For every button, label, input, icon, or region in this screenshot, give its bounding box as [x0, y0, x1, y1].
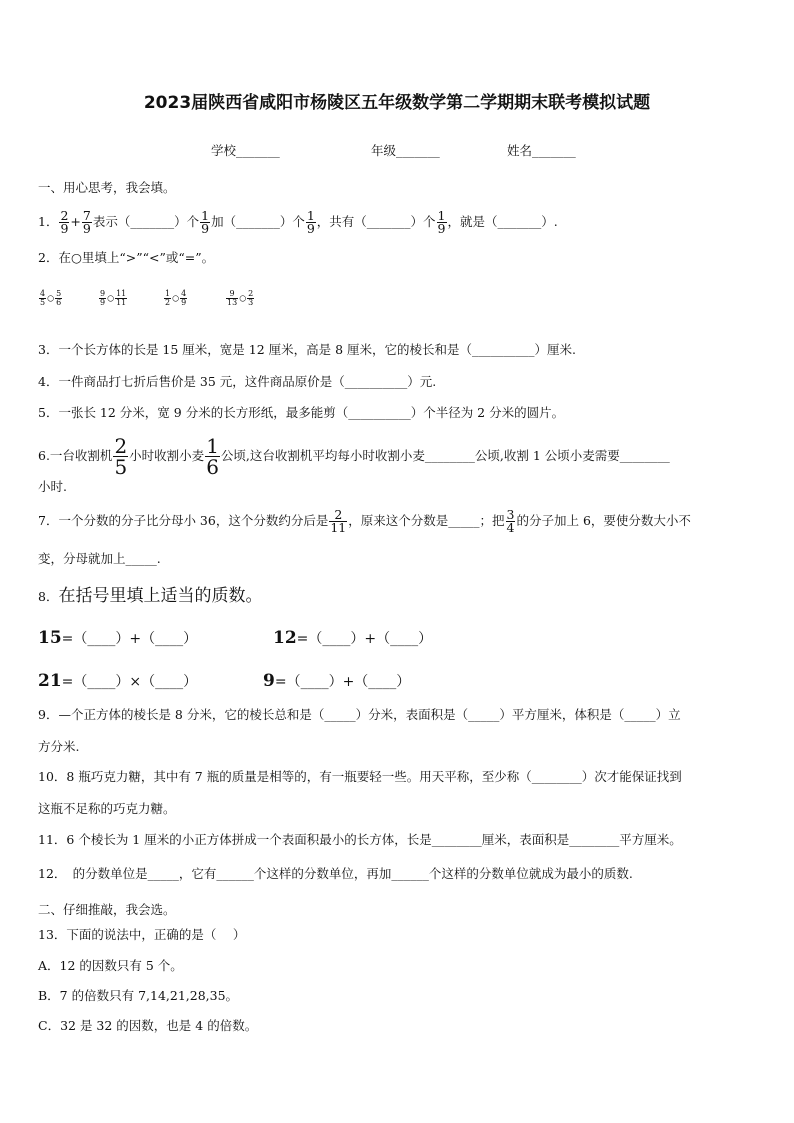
- fraction: [55, 290, 62, 307]
- numerator: 1: [206, 434, 219, 458]
- q1-text: ，就是（_______）.: [447, 214, 558, 229]
- fraction: [329, 506, 347, 535]
- q6-text: 小时收割小麦: [129, 448, 205, 463]
- numerator: 4: [40, 289, 46, 298]
- option-c[interactable]: C．32 是 32 的因数，也是 4 的倍数。: [38, 1018, 258, 1033]
- fraction: [205, 436, 220, 477]
- denominator: 5: [114, 455, 128, 479]
- option-b[interactable]: B．7 的倍数只有 7,14,21,28,35。: [38, 988, 239, 1003]
- equation-21: [38, 671, 197, 691]
- question-9: 9．—个正方体的棱长是 8 分米，它的棱长总和是（_____）分米，表面积是（_____）平方厘米，体积是（_____）立: [38, 707, 681, 722]
- eq-blanks[interactable]: =（____）+（____）: [61, 631, 198, 647]
- question-6: [38, 436, 670, 477]
- question-10-cont: 这瓶不足称的巧克力糖。: [38, 801, 176, 816]
- question-6-cont: 小时.: [38, 479, 67, 494]
- eq-number: 21: [38, 671, 62, 691]
- option-a[interactable]: A．12 的因数只有 5 个。: [38, 958, 183, 973]
- fraction: [506, 506, 516, 535]
- fraction: [59, 207, 69, 236]
- eq-blanks[interactable]: =（____）+（____）: [296, 631, 433, 647]
- question-9-cont: 方分米.: [38, 739, 80, 754]
- page-title: 2023届陕西省咸阳市杨陵区五年级数学第二学期期末联考模拟试题: [143, 93, 651, 113]
- q1-text: ，共有（_______）个: [316, 214, 436, 229]
- name-field[interactable]: 姓名_______: [507, 143, 576, 158]
- q1-number: 1．: [38, 214, 59, 229]
- numerator: 2: [60, 207, 69, 223]
- question-7-cont: 变，分母就加上_____.: [38, 551, 161, 566]
- q6-text: 6.一台收割机: [38, 448, 113, 463]
- question-5: 5．一张长 12 分米，宽 9 分米的长方形纸，最多能剪（__________）个半径为 2 分米的圆片。: [38, 405, 565, 420]
- fraction: [200, 207, 210, 236]
- denominator: 9: [201, 221, 210, 236]
- q7-text: ，原来这个分数是_____；把: [348, 513, 505, 528]
- school-field[interactable]: 学校_______: [211, 143, 280, 158]
- equation-15: [38, 628, 197, 648]
- denominator: 9: [100, 298, 106, 307]
- question-3: 3．一个长方体的长是 15 厘米，宽是 12 厘米，高是 8 厘米，它的棱长和是（__________）厘米.: [38, 342, 577, 357]
- compare-circle[interactable]: ○: [47, 293, 55, 303]
- fraction: [82, 207, 92, 236]
- compare-circle[interactable]: ○: [172, 293, 180, 303]
- question-10: 10．8 瓶巧克力糖，其中有 7 瓶的质量是相等的，有一瓶要轻一些。用天平称，至少称（________）次才能保证找到: [38, 769, 682, 784]
- question-8: [38, 586, 262, 607]
- numerator: 4: [181, 289, 187, 298]
- equation-12: [273, 628, 432, 648]
- q8-number: 8．: [38, 589, 59, 604]
- equation-9: [263, 671, 410, 691]
- numerator: 2: [248, 289, 254, 298]
- question-11: 11．6 个棱长为 1 厘米的小正方体拼成一个表面积最小的长方体，长是________厘米，表面积是________平方厘米。: [38, 832, 682, 847]
- section-1-heading: 一、用心思考，我会填。: [38, 180, 176, 195]
- grade-field[interactable]: 年级_______: [371, 143, 440, 158]
- numerator: 5: [56, 289, 62, 298]
- denominator: 9: [306, 221, 315, 236]
- question-12: 12． 的分数单位是_____，它有______个这样的分数单位，再加______个这样的分数单位就成为最小的质数.: [38, 866, 633, 881]
- denominator: 9: [60, 221, 69, 236]
- fraction: [115, 290, 127, 307]
- numerator: 11: [116, 289, 127, 298]
- eq-blanks[interactable]: =（____）×（____）: [61, 674, 198, 690]
- numerator: 3: [506, 506, 515, 522]
- q7-text: 7．一个分数的分子比分母小 36，这个分数约分后是: [38, 513, 329, 528]
- denominator: 9: [181, 298, 187, 307]
- eq-blanks[interactable]: =（____）+（____）: [274, 674, 411, 690]
- numerator: 1: [201, 207, 210, 223]
- compare-item-1: [38, 290, 63, 307]
- fraction: [226, 290, 238, 307]
- plus-sign: +: [70, 214, 81, 229]
- compare-item-4: [225, 290, 255, 307]
- denominator: 6: [206, 455, 219, 479]
- numerator: 9: [226, 290, 238, 299]
- numerator: 2: [329, 509, 347, 523]
- compare-item-3: [163, 290, 188, 307]
- denominator: 13: [227, 298, 238, 307]
- compare-circle[interactable]: ○: [239, 293, 247, 303]
- eq-number: 15: [38, 628, 62, 648]
- denominator: 11: [116, 298, 127, 307]
- eq-number: 9: [263, 671, 275, 691]
- question-4: 4．一件商品打七折后售价是 35 元，这件商品原价是（__________）元.: [38, 374, 437, 389]
- denominator: 4: [506, 520, 515, 535]
- question-2: 2．在○里填上“>”“<”或“=”。: [38, 250, 215, 265]
- fraction: [306, 207, 316, 236]
- q8-text: 在括号里填上适当的质数。: [58, 586, 263, 606]
- fraction: [113, 436, 128, 477]
- eq-number: 12: [273, 628, 297, 648]
- numerator: 2: [114, 434, 128, 458]
- q6-text: 公顷,这台收割机平均每小时收割小麦________公顷,收割 1 公顷小麦需要________: [220, 448, 670, 463]
- numerator: 9: [100, 289, 106, 298]
- compare-circle[interactable]: ○: [107, 293, 115, 303]
- numerator: 1: [437, 207, 446, 223]
- denominator: 9: [82, 221, 91, 236]
- numerator: 7: [82, 207, 91, 223]
- fraction: [164, 290, 171, 307]
- q1-text: 表示（_______）个: [92, 214, 200, 229]
- question-7: [38, 506, 691, 536]
- question-1: [38, 208, 558, 236]
- fraction: [180, 290, 187, 307]
- fraction: [437, 207, 447, 236]
- q7-text: 的分子加上 6，要使分数大小不: [516, 513, 691, 528]
- denominator: 11: [330, 520, 347, 535]
- fraction: [247, 290, 254, 307]
- fraction: [99, 290, 106, 307]
- numerator: 1: [306, 207, 315, 223]
- section-2-heading: 二、仔细推敲，我会选。: [38, 902, 176, 917]
- denominator: 6: [56, 298, 62, 307]
- denominator: 3: [248, 298, 254, 307]
- question-13: 13．下面的说法中，正确的是（ ）: [38, 927, 246, 942]
- q1-text: 加（_______）个: [211, 214, 305, 229]
- compare-item-2: [98, 290, 128, 307]
- fraction: [39, 290, 46, 307]
- denominator: 5: [40, 298, 46, 307]
- denominator: 2: [165, 298, 171, 307]
- denominator: 9: [437, 221, 446, 236]
- numerator: 1: [165, 289, 171, 298]
